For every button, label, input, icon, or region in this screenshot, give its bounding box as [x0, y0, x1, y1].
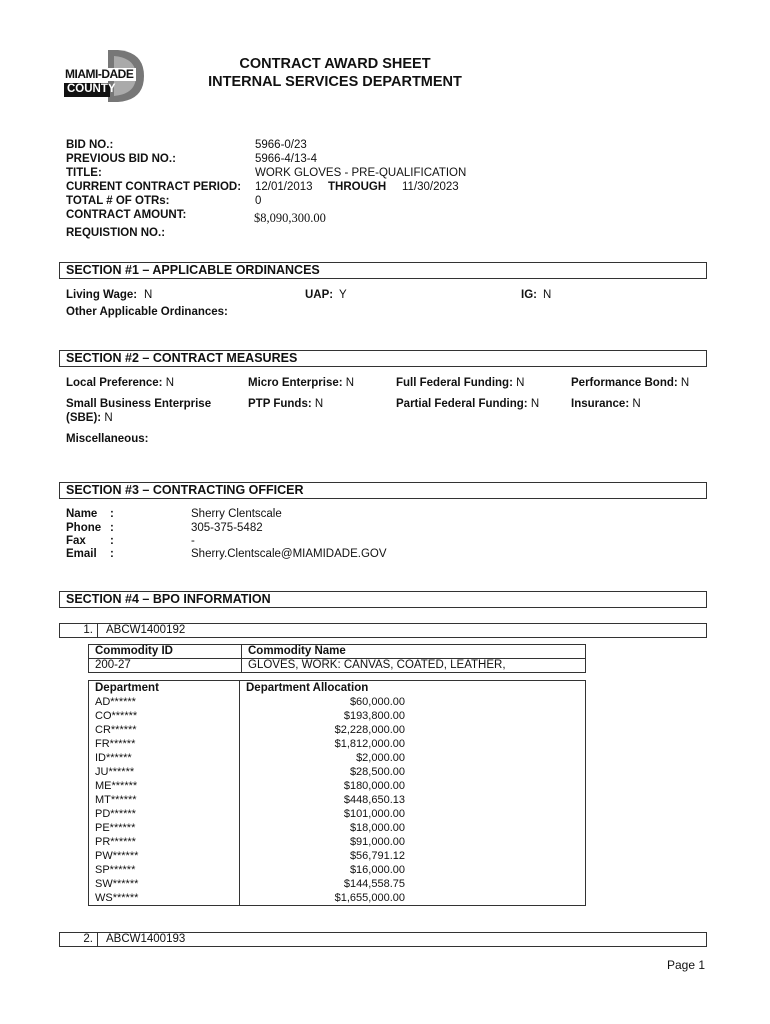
table-row [89, 807, 586, 821]
department-allocation: $18,000.00 [240, 821, 586, 835]
table-row [89, 751, 586, 765]
micro-enterprise-label: Micro Enterprise: [248, 377, 343, 389]
table-row [89, 723, 586, 737]
officer-phone-colon: : [110, 522, 114, 534]
department-allocation: $91,000.00 [240, 835, 586, 849]
officer-fax-label: Fax [66, 535, 86, 547]
full-federal-funding-value: N [516, 377, 525, 389]
department-allocation: $1,812,000.00 [240, 737, 586, 751]
officer-email-value: Sherry.Clentscale@MIAMIDADE.GOV [191, 548, 387, 560]
department-allocation: $60,000.00 [240, 695, 586, 709]
department-allocation: $448,650.13 [240, 793, 586, 807]
table-row [89, 765, 586, 779]
contract-period-through: THROUGH [328, 181, 387, 193]
section-3-header [59, 482, 707, 499]
section-4-header [59, 591, 707, 608]
bid-no-value: 5966-0/23 [255, 139, 307, 151]
department-name: AD****** [89, 695, 240, 709]
commodity-header-row [89, 645, 586, 659]
local-preference [66, 377, 174, 389]
uap-label: UAP: [305, 289, 334, 301]
table-row [89, 849, 586, 863]
department-name: CO****** [89, 709, 240, 723]
department-name: SP****** [89, 863, 240, 877]
performance-bond-label: Performance Bond: [571, 377, 678, 389]
page-title: CONTRACT AWARD SHEET [239, 56, 431, 72]
full-federal-funding [396, 377, 524, 389]
officer-phone-label: Phone [66, 522, 102, 534]
commodity-table [88, 644, 586, 673]
page-number: Page 1 [667, 958, 706, 972]
department-name: PD****** [89, 807, 240, 821]
department-allocation: $56,791.12 [240, 849, 586, 863]
ig-label: IG: [521, 289, 537, 301]
department-allocation: $2,000.00 [240, 751, 586, 765]
table-row [89, 863, 586, 877]
department-allocation: $193,800.00 [240, 709, 586, 723]
miami-dade-county-logo [64, 48, 146, 104]
officer-name-label: Name [66, 508, 98, 520]
department-allocation: $28,500.00 [240, 765, 586, 779]
section-4-title: SECTION #4 – BPO INFORMATION [66, 592, 271, 606]
department-allocation: $16,000.00 [240, 863, 586, 877]
miscellaneous-label: Miscellaneous: [66, 433, 149, 445]
partial-federal-funding-value: N [530, 398, 540, 410]
department-allocation: $144,558.75 [240, 877, 586, 891]
ig-value: N [543, 289, 552, 301]
logo-text-miami-dade: MIAMI-DADE [65, 67, 134, 81]
otrs-label: TOTAL # OF OTRs: [66, 195, 170, 207]
department-name: PW****** [89, 849, 240, 863]
bid-no-label: BID NO.: [66, 139, 114, 151]
page-subtitle: INTERNAL SERVICES DEPARTMENT [208, 74, 462, 90]
contract-period-label: CURRENT CONTRACT PERIOD: [66, 181, 242, 193]
commodity-id: 200-27 [89, 659, 242, 673]
ptp-funds-value: N [314, 398, 324, 410]
micro-enterprise-value: N [345, 377, 355, 389]
sbe [66, 412, 113, 424]
logo-text-county: COUNTY [67, 83, 116, 95]
table-row [89, 779, 586, 793]
table-row [89, 835, 586, 849]
department-name: CR****** [89, 723, 240, 737]
section-3-title: SECTION #3 – CONTRACTING OFFICER [66, 483, 304, 497]
department-allocation: $1,655,000.00 [240, 891, 586, 906]
contract-period-start: 12/01/2013 [255, 181, 313, 193]
local-preference-label: Local Preference: [66, 377, 163, 389]
department-name: FR****** [89, 737, 240, 751]
officer-name-colon: : [110, 508, 114, 520]
title-label: TITLE: [66, 167, 102, 179]
bpo-id: ABCW1400192 [106, 624, 186, 636]
commodity-row [89, 659, 586, 673]
commodity-name-header: Commodity Name [242, 645, 586, 659]
performance-bond [571, 377, 689, 389]
officer-email-colon: : [110, 548, 114, 560]
table-row [89, 793, 586, 807]
department-allocation: $101,000.00 [240, 807, 586, 821]
department-name: PE****** [89, 821, 240, 835]
allocation-header-row [89, 681, 586, 696]
sbe-value: N [104, 412, 113, 424]
section-2-title: SECTION #2 – CONTRACT MEASURES [66, 351, 298, 365]
officer-fax-value: - [191, 535, 195, 547]
department-name: WS****** [89, 891, 240, 906]
insurance-value: N [632, 398, 641, 410]
performance-bond-value: N [680, 377, 690, 389]
previous-bid-no-value: 5966-4/13-4 [255, 153, 318, 165]
department-name: JU****** [89, 765, 240, 779]
commodity-id-header: Commodity ID [89, 645, 242, 659]
department-name: PR****** [89, 835, 240, 849]
allocation-header: Department Allocation [246, 682, 369, 694]
department-name: MT****** [89, 793, 240, 807]
section-1-title: SECTION #1 – APPLICABLE ORDINANCES [66, 263, 320, 277]
officer-email-label: Email [66, 548, 97, 560]
insurance [571, 398, 641, 410]
micro-enterprise [248, 377, 354, 389]
partial-federal-funding-label: Partial Federal Funding: [396, 398, 528, 410]
local-preference-value: N [165, 377, 175, 389]
bpo-id: ABCW1400193 [106, 933, 186, 945]
section-1-header [59, 262, 707, 279]
table-row [89, 709, 586, 723]
otrs-value: 0 [255, 195, 262, 207]
bpo-row [59, 932, 707, 947]
department-name: SW****** [89, 877, 240, 891]
contract-amount-label: CONTRACT AMOUNT: [66, 209, 187, 221]
full-federal-funding-label: Full Federal Funding: [396, 377, 513, 389]
department-allocation: $2,228,000.00 [240, 723, 586, 737]
department-allocation: $180,000.00 [240, 779, 586, 793]
table-row [89, 891, 586, 906]
insurance-label: Insurance: [571, 398, 630, 410]
officer-fax-colon: : [110, 535, 114, 547]
table-row [89, 877, 586, 891]
sbe-label-line2: (SBE): [66, 412, 102, 424]
title-value: WORK GLOVES - PRE-QUALIFICATION [255, 167, 467, 179]
bpo-number: 2. [60, 933, 98, 946]
table-row [89, 821, 586, 835]
bpo-row [59, 623, 707, 638]
sbe-label-line1: Small Business Enterprise [66, 398, 212, 410]
requisition-no-label: REQUISTION NO.: [66, 227, 166, 239]
officer-name-value: Sherry Clentscale [191, 508, 282, 520]
living-wage-value: N [144, 289, 153, 301]
other-ordinances-label: Other Applicable Ordinances: [66, 306, 228, 318]
bpo-number: 1. [60, 624, 98, 637]
officer-phone-value: 305-375-5482 [191, 522, 263, 534]
table-row [89, 737, 586, 751]
partial-federal-funding [396, 398, 539, 410]
ptp-funds [248, 398, 323, 410]
commodity-name: GLOVES, WORK: CANVAS, COATED, LEATHER, [242, 659, 586, 673]
department-header: Department [89, 681, 240, 696]
department-name: ME****** [89, 779, 240, 793]
uap-value: Y [339, 289, 347, 301]
living-wage-label: Living Wage: [66, 289, 138, 301]
previous-bid-no-label: PREVIOUS BID NO.: [66, 153, 176, 165]
ptp-funds-label: PTP Funds: [248, 398, 312, 410]
section-2-header [59, 350, 707, 367]
contract-amount-value: $8,090,300.00 [254, 211, 326, 225]
department-allocation-table [88, 680, 586, 906]
contract-period-end: 11/30/2023 [402, 181, 459, 193]
department-name: ID****** [89, 751, 240, 765]
table-row [89, 695, 586, 709]
